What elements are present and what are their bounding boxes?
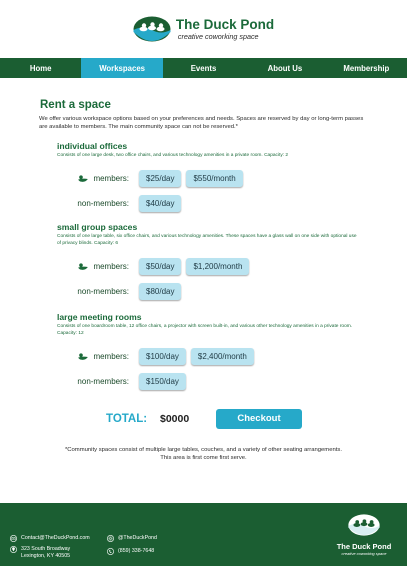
- duck-icon: [78, 263, 88, 270]
- total-value: $0000: [160, 412, 190, 425]
- site-footer: [0, 503, 407, 566]
- section-description: Consists of one boardroom table, 12 office chairs, a projector with screen built-in, and various other technology amenities in a private room. Capacity: 12: [57, 323, 353, 336]
- members-label: members:: [93, 261, 129, 271]
- instagram-icon: [107, 535, 114, 542]
- total-label: TOTAL:: [106, 412, 148, 425]
- section-small-group-spaces: [57, 222, 367, 247]
- members-label: members:: [93, 351, 129, 361]
- section-title: large meeting rooms: [57, 311, 142, 322]
- price-option-button[interactable]: $2,400/month: [191, 348, 254, 365]
- nav-item-membership[interactable]: Membership: [343, 63, 390, 73]
- price-option-button[interactable]: $40/day: [139, 195, 181, 212]
- price-option-button[interactable]: $100/day: [139, 348, 186, 365]
- nonmembers-label: non-members:: [77, 198, 129, 208]
- brand-name: The Duck Pond: [175, 16, 275, 32]
- footer-email[interactable]: Contact@TheDuckPond.com: [10, 535, 90, 542]
- duck-icon: [78, 353, 88, 360]
- section-individual-offices: [57, 141, 367, 159]
- nonmembers-label: non-members:: [77, 376, 129, 386]
- address-line-1: 323 South Broadway: [21, 546, 71, 552]
- footer-social[interactable]: @TheDuckPond: [107, 535, 157, 542]
- members-price-row: [40, 347, 367, 366]
- phone-icon: [107, 548, 114, 555]
- price-option-button[interactable]: $550/month: [186, 170, 242, 187]
- members-price-row: [40, 169, 367, 188]
- footer-phone[interactable]: (859) 338-7648: [107, 548, 154, 555]
- brand-logo[interactable]: [133, 16, 274, 42]
- nonmembers-price-row: [40, 372, 367, 391]
- total-bar: [106, 409, 367, 429]
- section-description: Consists of one large table, six office chairs, and various technology amenities. These spaces have a glass wall on one side with optional use of privacy blinds. Capacity: 6: [57, 233, 357, 246]
- main-nav: [0, 58, 407, 78]
- intro-text: We offer various workspace options based on your preferences and needs. Spaces are reserved by day or long-term passes are available to members. The main community space can not be reserved.*: [39, 116, 364, 131]
- section-description: Consists of one large desk, two office chairs, and various technology amenities in a private room. Capacity: 2: [57, 152, 289, 158]
- members-label: members:: [93, 173, 129, 183]
- site-header: [0, 0, 407, 58]
- footer-address: [10, 546, 70, 559]
- price-option-button[interactable]: $1,200/month: [186, 258, 249, 275]
- duck-pond-logo-icon: [347, 514, 381, 536]
- main-content: [0, 99, 407, 462]
- mail-icon: [10, 535, 17, 542]
- nonmembers-price-row: [40, 194, 367, 213]
- members-price-row: [40, 257, 367, 276]
- nonmembers-price-row: [40, 282, 367, 301]
- address-line-2: Lexington, KY 40505: [21, 552, 71, 559]
- price-option-button[interactable]: $80/day: [139, 283, 181, 300]
- community-note: [40, 446, 367, 463]
- page-title: Rent a space: [40, 99, 111, 111]
- section-large-meeting-rooms: [57, 312, 367, 337]
- brand-tagline: creative coworking space: [177, 31, 259, 41]
- location-icon: [10, 546, 17, 553]
- nav-item-workspaces[interactable]: Workspaces: [81, 58, 162, 78]
- price-option-button[interactable]: $150/day: [139, 373, 186, 390]
- checkout-button[interactable]: Checkout: [216, 409, 302, 429]
- price-option-button[interactable]: $25/day: [139, 170, 181, 187]
- price-option-button[interactable]: $50/day: [139, 258, 181, 275]
- duck-icon: [78, 175, 88, 182]
- nav-item-events[interactable]: Events: [190, 63, 217, 73]
- section-title: individual offices: [57, 140, 128, 151]
- nav-item-about-us[interactable]: About Us: [267, 63, 303, 73]
- footer-logo[interactable]: [331, 514, 397, 556]
- note-line-2: This area is first come first serve.: [160, 454, 247, 461]
- section-title: small group spaces: [57, 221, 138, 232]
- footer-brand-tagline: creative coworking space: [341, 551, 387, 556]
- footer-brand-name: The Duck Pond: [336, 542, 392, 551]
- note-line-1: *Community spaces consist of multiple large tables, couches, and a variety of other seating arrangements.: [64, 446, 342, 453]
- nav-item-home[interactable]: Home: [29, 63, 52, 73]
- nonmembers-label: non-members:: [77, 286, 129, 296]
- duck-pond-logo-icon: [133, 16, 171, 42]
